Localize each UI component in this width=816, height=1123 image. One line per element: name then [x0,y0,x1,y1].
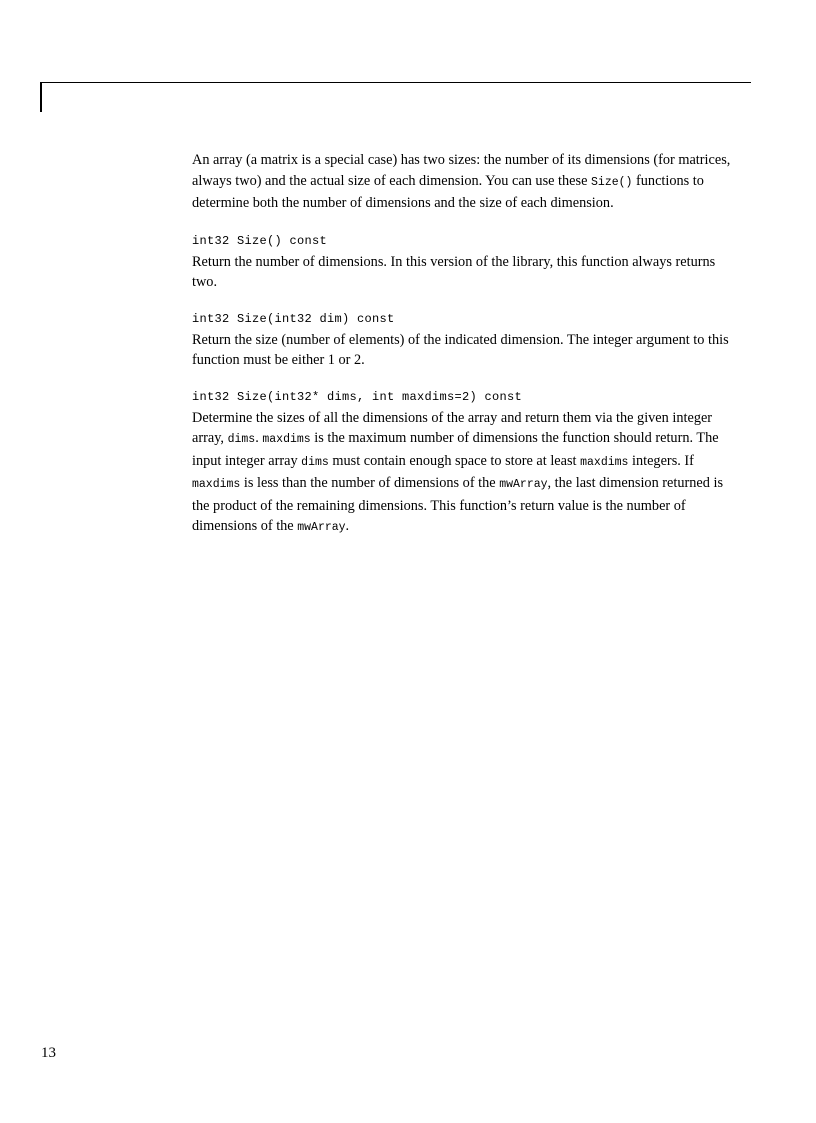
page-number: 13 [41,1045,56,1061]
inline-code: Size() [591,175,633,189]
main-content [192,150,732,556]
function-description: Return the number of dimensions. In this version of the library, this function always returns two. [192,253,716,290]
inline-code: maxdims [580,455,629,469]
intro-paragraph: An array (a matrix is a special case) has two sizes: the number of its dimensions (for matrices, always two) and the actual size of each dimension. You can use these Size() functions to determine both the number of dimensions and the size of each dimension. [192,152,731,211]
function-description: Determine the sizes of all the dimensions of the array and return them via the given integer array, dims. maxdims is the maximum number of dimensions the function should return. The input integer array dims must contain enough space to store at least maxdims integers. If maxdims is less than the number of dimensions of the mwArray, the last dimension returned is the product of the remaining dimensions. This function’s return value is the number of dimensions of the mwArray. [192,409,724,534]
header-rule [40,82,751,83]
function-signature: int32 Size() const [192,233,328,248]
function-entry-size-noargs [192,232,732,293]
function-signature: int32 Size(int32* dims, int maxdims=2) const [192,389,523,404]
function-signature: int32 Size(int32 dim) const [192,311,395,326]
inline-code: mwArray [297,521,346,534]
inline-code: dims [227,433,256,446]
function-description: Return the size (number of elements) of the indicated dimension. The integer argument to this function must be either 1 or 2. [192,331,729,368]
inline-code: mwArray [499,478,548,491]
inline-code: maxdims [192,478,241,491]
inline-code: dims [301,455,329,469]
inline-code: maxdims [262,433,311,446]
header-corner-tick [40,82,42,112]
function-entry-size-dims [192,388,732,539]
function-entry-size-dim [192,310,732,371]
